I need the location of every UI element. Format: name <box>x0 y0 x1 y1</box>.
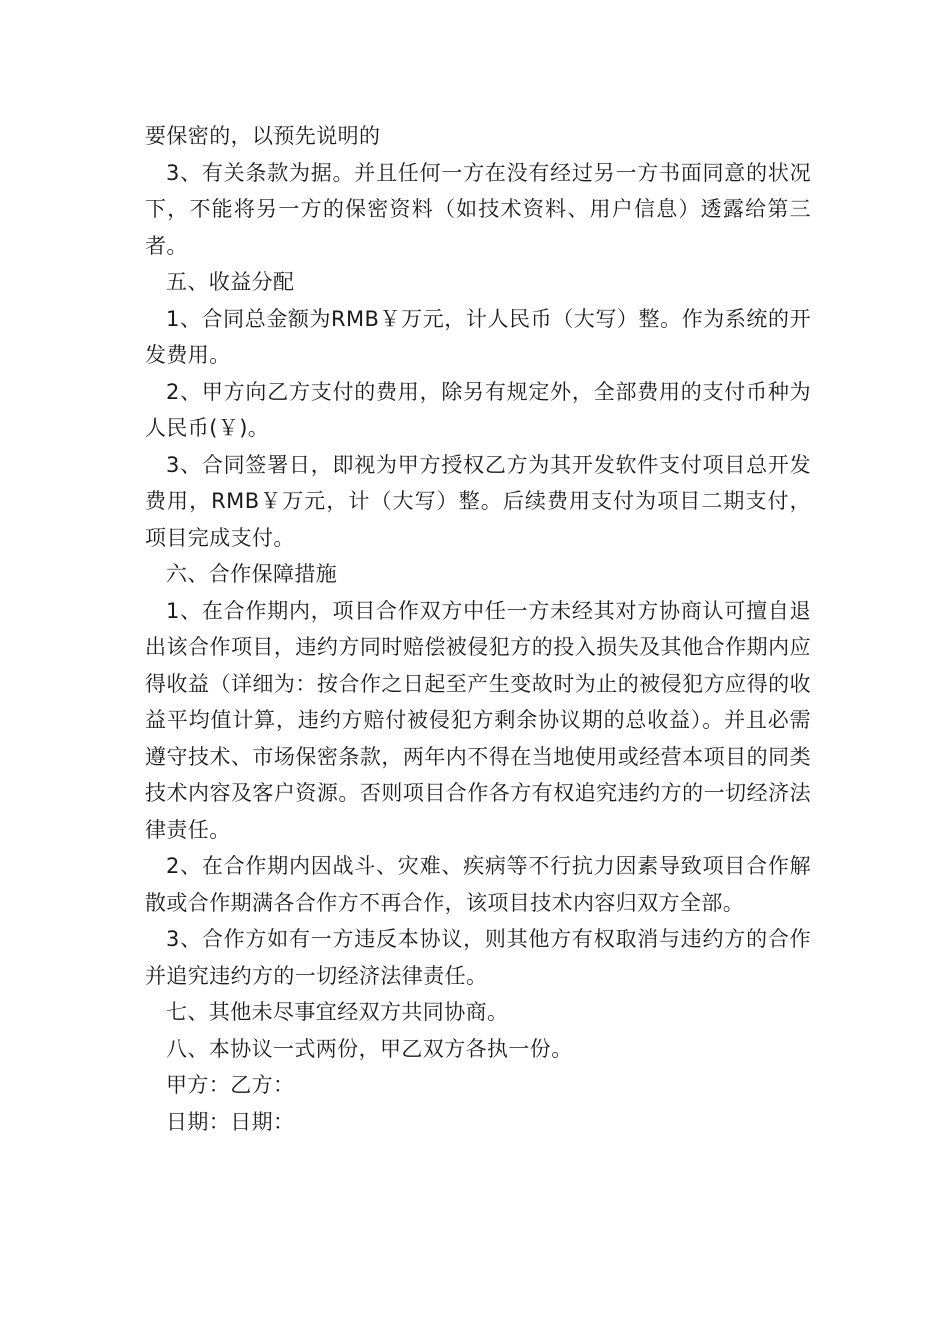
section-other-matters: 七、其他未尽事宜经双方共同协商。 <box>166 1000 509 1024</box>
paragraph-safeguard-clause-3: 3、合作方如有一方违反本协议，则其他方有权取消与违约方的合作并追究违约方的一切经济法律责任。 <box>145 927 811 988</box>
paragraph-safeguard-clause-2: 2、在合作期内因战斗、灾难、疾病等不行抗力因素导致项目合作解散或合作期满各合作方不再合作，该项目技术内容归双方全部。 <box>145 854 811 915</box>
paragraph-revenue-clause-1: 1、合同总金额为RMB￥万元，计人民币（大写）整。作为系统的开发费用。 <box>145 306 811 367</box>
paragraph-revenue-clause-2: 2、甲方向乙方支付的费用，除另有规定外，全部费用的支付币种为人民币(￥)。 <box>145 379 811 440</box>
paragraph-confidential-continued: 要保密的，以预先说明的 <box>145 124 381 148</box>
paragraph-revenue-clause-3: 3、合同签署日，即视为甲方授权乙方为其开发软件支付项目总开发费用，RMB￥万元，计（大写）整。后续费用支付为项目二期支付，项目完成支付。 <box>145 452 811 550</box>
document-body <box>145 118 811 1140</box>
signature-dates-line: 日期：日期： <box>166 1109 295 1134</box>
section-heading-cooperation-safeguards: 六、合作保障措施 <box>166 562 338 586</box>
paragraph-confidential-clause-3: 3、有关条款为据。并且任何一方在没有经过另一方书面同意的状况下，不能将另一方的保密资料（如技术资料、用户信息）透露给第三者。 <box>145 160 811 258</box>
signature-parties-line: 甲方：乙方： <box>166 1073 295 1097</box>
paragraph-safeguard-clause-1: 1、在合作期内，项目合作双方中任一方未经其对方协商认可擅自退出该合作项目，违约方同时赔偿被侵犯方的投入损失及其他合作期内应得收益（详细为：按合作之日起至产生变故时为止的被侵犯方应得的收益平均值计算，违约方赔付被侵犯方剩余协议期的总收益）。并且必需遵守技术、市场保密条款，两年内不得在当地使用或经营本项目的同类技术内容及客户资源。否则项目合作各方有权追究违约方的一切经济法律责任。 <box>145 598 811 842</box>
section-copies: 八、本协议一式两份，甲乙双方各执一份。 <box>166 1036 573 1061</box>
section-heading-revenue-distribution: 五、收益分配 <box>166 270 295 294</box>
